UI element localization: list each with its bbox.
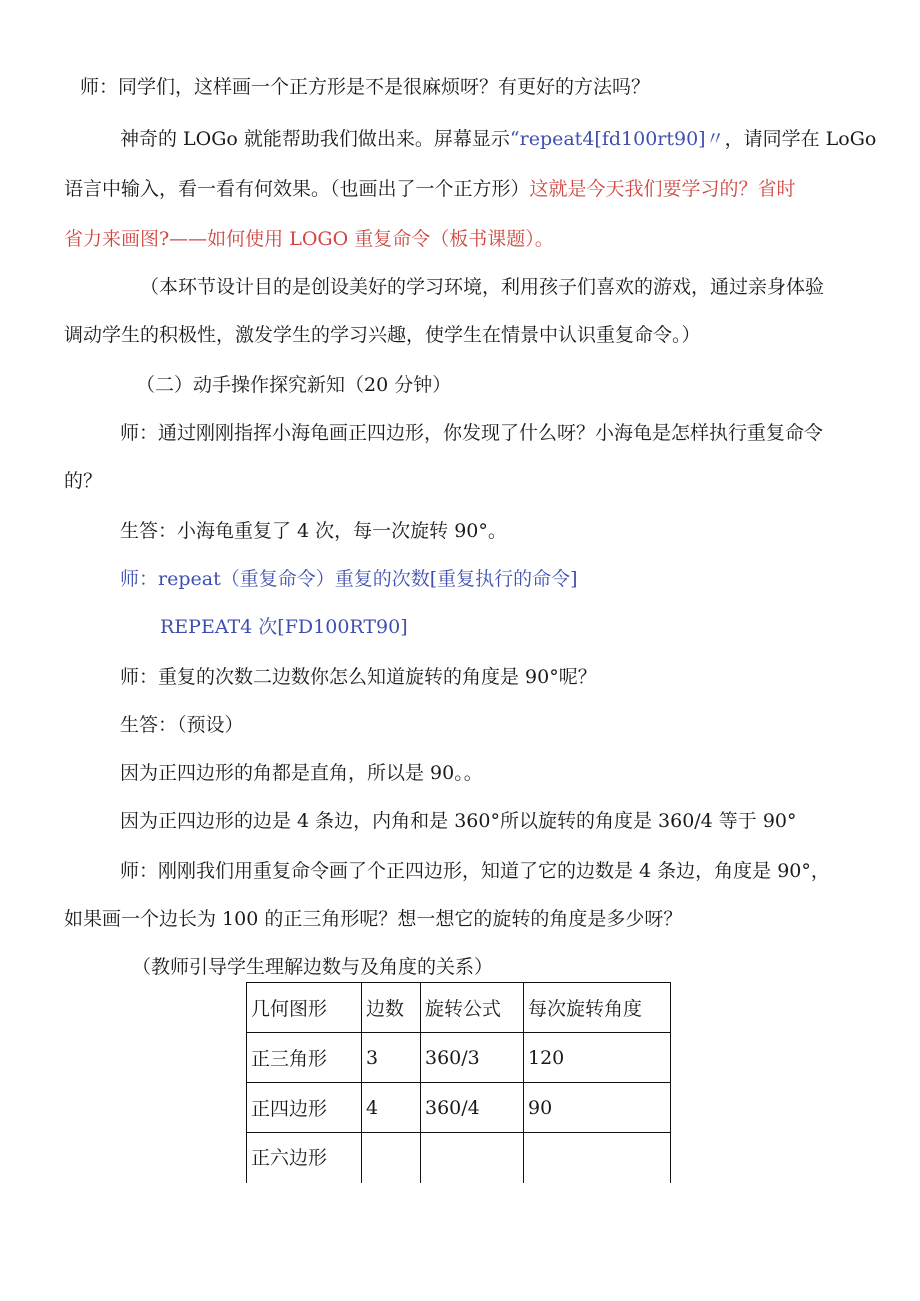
paragraph-try-effect: [64, 176, 796, 202]
paragraph-reason-sides: 因为正四边形的边是 4 条边，内角和是 360°所以旋转的角度是 360/4 等于 90°: [120, 810, 797, 832]
table-cell: 90: [524, 1083, 671, 1133]
table-cell: 正六边形: [247, 1133, 362, 1184]
table-cell: [421, 1133, 524, 1184]
paragraph-logo-intro: [120, 126, 876, 152]
repeat-command-display: “repeat4[fd100rt90]〃: [509, 128, 725, 150]
paragraph-teacher-triangle: 师：刚刚我们用重复命令画了个正四边形，知道了它的边数是 4 条边，角度是 90°，: [120, 860, 830, 882]
paragraph-design-purpose-cont: 调动学生的积极性，激发学生的学习兴趣，使学生在情景中认识重复命令。）: [64, 324, 701, 346]
table-cell: 120: [524, 1033, 671, 1083]
table-cell: 360/4: [421, 1083, 524, 1133]
table-cell: [524, 1133, 671, 1184]
table-cell: 正四边形: [247, 1083, 362, 1133]
table-header-row: [247, 983, 671, 1033]
table-header-cell: 每次旋转角度: [524, 983, 671, 1033]
try-effect-text: 语言中输入，看一看有何效果。（也画出了一个正方形）: [64, 178, 530, 200]
table-row: [247, 1083, 671, 1133]
repeat-syntax-prefix: 师：: [120, 568, 159, 590]
logo-intro-text: 神奇的 LOGo 就能帮助我们做出来。屏幕显示: [120, 128, 510, 150]
table-header-cell: 边数: [362, 983, 421, 1033]
paragraph-teacher-angle: 师：重复的次数二边数你怎么知道旋转的角度是 90°呢？: [120, 666, 597, 688]
repeat-example: REPEAT4 次[FD100RT90]: [160, 616, 408, 638]
paragraph-student-preset: 生答：（预设）: [120, 714, 244, 736]
table-cell: 正三角形: [247, 1033, 362, 1083]
paragraph-lesson-title: 省力来画图?——如何使用 LOGO 重复命令（板书课题）。: [64, 228, 554, 250]
table-cell: [362, 1133, 421, 1184]
paragraph-design-purpose: （本环节设计目的是创设美好的学习环境，利用孩子们喜欢的游戏，通过亲身体验: [140, 276, 825, 298]
lesson-topic-highlight: 这就是今天我们要学习的？省时: [529, 178, 796, 200]
paragraph-teacher-turtle: 师：通过刚刚指挥小海龟画正四边形，你发现了什么呀？小海龟是怎样执行重复命令: [120, 422, 824, 444]
paragraph-repeat-syntax: [120, 566, 578, 592]
section-heading-hands-on: （二）动手操作探究新知（20 分钟）: [136, 374, 452, 396]
table-cell: 3: [362, 1033, 421, 1083]
paragraph-student-answer: 生答：小海龟重复了 4 次，每一次旋转 90°。: [120, 520, 507, 542]
paragraph-guide-relation: （教师引导学生理解边数与及角度的关系）: [132, 956, 494, 978]
table-row: [247, 1133, 671, 1184]
paragraph-reason-right-angle: 因为正四边形的角都是直角，所以是 90。。: [120, 762, 483, 784]
repeat-syntax-text: repeat（重复命令）重复的次数[重复执行的命令]: [158, 568, 578, 590]
table-header-cell: 旋转公式: [421, 983, 524, 1033]
paragraph-teacher-triangle-cont: 如果画一个边长为 100 的正三角形呢？想一想它的旋转的角度是多少呀？: [64, 908, 683, 930]
table-row: [247, 1033, 671, 1083]
table-cell: 360/3: [421, 1033, 524, 1083]
paragraph-teacher-question: 师：同学们，这样画一个正方形是不是很麻烦呀？有更好的方法吗？: [80, 76, 651, 98]
rotation-angle-table: [246, 982, 671, 1183]
table-header-cell: 几何图形: [247, 983, 362, 1033]
table-cell: 4: [362, 1083, 421, 1133]
logo-intro-text-end: ，请同学在 LoGo: [724, 128, 877, 150]
paragraph-teacher-turtle-cont: 的？: [64, 470, 103, 492]
